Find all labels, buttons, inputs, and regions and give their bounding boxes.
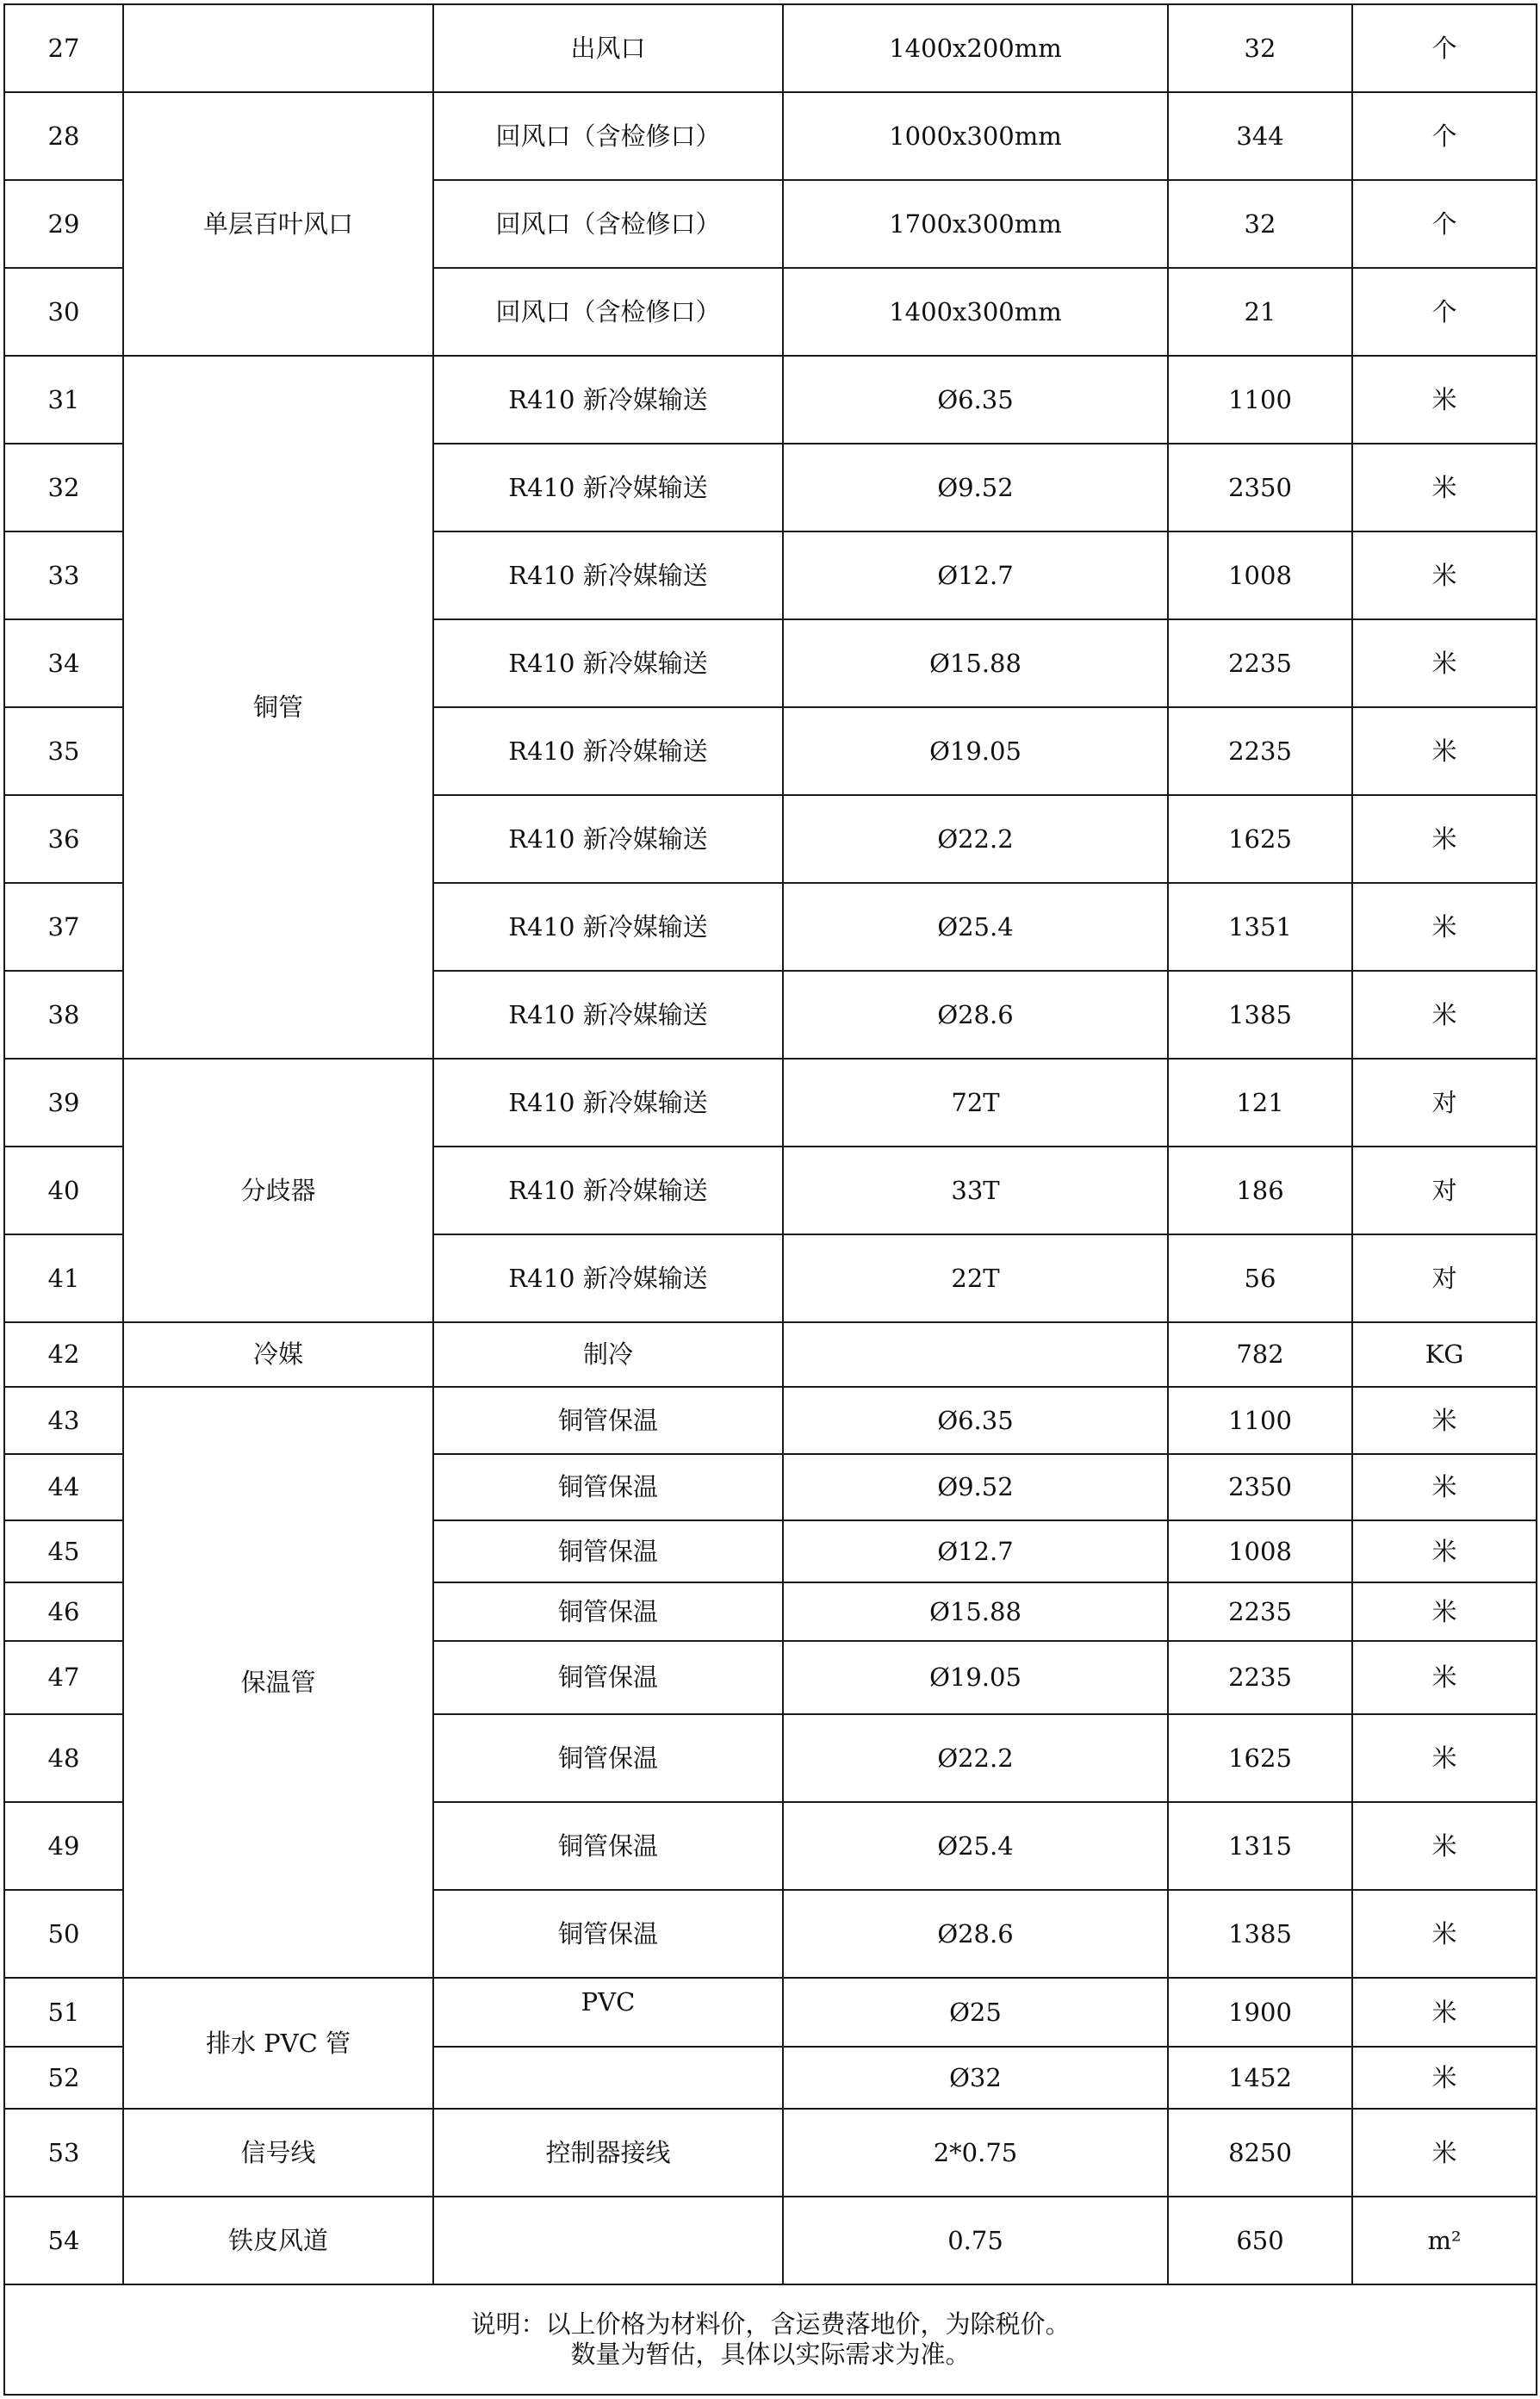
row-number: 49	[4, 1802, 123, 1890]
item-name-cell: 铜管保温	[433, 1890, 783, 1978]
row-number: 34	[4, 619, 123, 707]
row-number: 29	[4, 180, 123, 268]
row-number: 45	[4, 1520, 123, 1582]
spec-cell: 33T	[783, 1147, 1168, 1234]
item-name-cell: PVC	[433, 1978, 783, 2047]
unit-cell: 米	[1352, 1802, 1537, 1890]
unit-cell: 米	[1352, 2047, 1537, 2109]
item-name-cell	[433, 2047, 783, 2109]
unit-cell: 米	[1352, 356, 1537, 444]
item-name-cell: R410 新冷媒输送	[433, 1147, 783, 1234]
quantity-cell: 2350	[1168, 1454, 1352, 1520]
spec-cell: Ø25.4	[783, 883, 1168, 971]
spec-cell: Ø12.7	[783, 531, 1168, 619]
note-row	[4, 2284, 1537, 2395]
category-cell: 铁皮风道	[123, 2197, 433, 2284]
item-name-cell: 回风口（含检修口）	[433, 92, 783, 180]
unit-cell: 个	[1352, 268, 1537, 356]
table-row	[4, 1322, 1537, 1387]
item-name-cell: R410 新冷媒输送	[433, 971, 783, 1059]
spec-cell	[783, 1322, 1168, 1387]
item-name-cell: 铜管保温	[433, 1582, 783, 1641]
item-name-cell: R410 新冷媒输送	[433, 531, 783, 619]
unit-cell: 米	[1352, 1641, 1537, 1714]
table-row	[4, 2109, 1537, 2197]
quantity-cell: 1625	[1168, 795, 1352, 883]
unit-cell: 米	[1352, 531, 1537, 619]
row-number: 27	[4, 4, 123, 92]
quantity-cell: 121	[1168, 1059, 1352, 1147]
item-name-cell: 控制器接线	[433, 2109, 783, 2197]
note-line-1: 说明：以上价格为材料价，含运费落地价，为除税价。	[470, 2309, 1071, 2340]
item-name-cell: R410 新冷媒输送	[433, 444, 783, 531]
row-number: 38	[4, 971, 123, 1059]
spec-cell: Ø28.6	[783, 971, 1168, 1059]
spec-cell: 1400x300mm	[783, 268, 1168, 356]
category-cell: 冷媒	[123, 1322, 433, 1387]
item-name-cell: R410 新冷媒输送	[433, 1059, 783, 1147]
item-name-cell: 铜管保温	[433, 1387, 783, 1454]
quantity-cell: 1315	[1168, 1802, 1352, 1890]
spec-cell: Ø32	[783, 2047, 1168, 2109]
category-cell: 信号线	[123, 2109, 433, 2197]
unit-cell: 米	[1352, 971, 1537, 1059]
spec-cell: 1400x200mm	[783, 4, 1168, 92]
unit-cell: 米	[1352, 1978, 1537, 2047]
item-name-cell: 回风口（含检修口）	[433, 268, 783, 356]
item-name-cell: 制冷	[433, 1322, 783, 1387]
item-name-cell: 回风口（含检修口）	[433, 180, 783, 268]
item-name-cell: R410 新冷媒输送	[433, 619, 783, 707]
quantity-cell: 2350	[1168, 444, 1352, 531]
row-number: 41	[4, 1234, 123, 1322]
unit-cell: 米	[1352, 1582, 1537, 1641]
row-number: 50	[4, 1890, 123, 1978]
unit-cell: 对	[1352, 1147, 1537, 1234]
row-number: 46	[4, 1582, 123, 1641]
spec-cell: Ø25.4	[783, 1802, 1168, 1890]
category-cell: 单层百叶风口	[123, 92, 433, 356]
item-name-cell: R410 新冷媒输送	[433, 1234, 783, 1322]
row-number: 28	[4, 92, 123, 180]
unit-cell: 米	[1352, 795, 1537, 883]
table-row	[4, 1387, 1537, 1454]
quantity-cell: 186	[1168, 1147, 1352, 1234]
row-number: 54	[4, 2197, 123, 2284]
row-number: 39	[4, 1059, 123, 1147]
quantity-cell: 1385	[1168, 1890, 1352, 1978]
quantity-cell: 32	[1168, 4, 1352, 92]
quantity-cell: 1625	[1168, 1714, 1352, 1802]
row-number: 36	[4, 795, 123, 883]
spec-cell: Ø9.52	[783, 444, 1168, 531]
category-cell: 保温管	[123, 1387, 433, 1978]
spec-cell: Ø6.35	[783, 356, 1168, 444]
quantity-cell: 32	[1168, 180, 1352, 268]
spec-cell: Ø22.2	[783, 1714, 1168, 1802]
row-number: 43	[4, 1387, 123, 1454]
row-number: 48	[4, 1714, 123, 1802]
spec-cell: 1700x300mm	[783, 180, 1168, 268]
item-name-cell: 铜管保温	[433, 1641, 783, 1714]
quantity-cell: 782	[1168, 1322, 1352, 1387]
table-row	[4, 1978, 1537, 2047]
note-cell	[4, 2284, 1537, 2395]
spec-cell: Ø19.05	[783, 1641, 1168, 1714]
unit-cell: 对	[1352, 1059, 1537, 1147]
spec-cell: Ø12.7	[783, 1520, 1168, 1582]
category-cell	[123, 4, 433, 92]
unit-cell: 米	[1352, 1890, 1537, 1978]
quantity-cell: 1385	[1168, 971, 1352, 1059]
item-name-cell: R410 新冷媒输送	[433, 707, 783, 795]
quantity-cell: 1452	[1168, 2047, 1352, 2109]
unit-cell: 米	[1352, 707, 1537, 795]
spec-cell: 22T	[783, 1234, 1168, 1322]
row-number: 44	[4, 1454, 123, 1520]
unit-cell: 米	[1352, 883, 1537, 971]
row-number: 30	[4, 268, 123, 356]
unit-cell: 对	[1352, 1234, 1537, 1322]
spec-cell: Ø28.6	[783, 1890, 1168, 1978]
quantity-cell: 2235	[1168, 1582, 1352, 1641]
category-cell: 排水 PVC 管	[123, 1978, 433, 2109]
category-cell: 分歧器	[123, 1059, 433, 1322]
quantity-cell: 8250	[1168, 2109, 1352, 2197]
spec-cell: Ø9.52	[783, 1454, 1168, 1520]
row-number: 32	[4, 444, 123, 531]
unit-cell: 米	[1352, 1520, 1537, 1582]
unit-cell: 米	[1352, 1714, 1537, 1802]
unit-cell: KG	[1352, 1322, 1537, 1387]
quantity-cell: 344	[1168, 92, 1352, 180]
unit-cell: 米	[1352, 1387, 1537, 1454]
quantity-cell: 1100	[1168, 1387, 1352, 1454]
row-number: 40	[4, 1147, 123, 1234]
unit-cell: 个	[1352, 4, 1537, 92]
table-row	[4, 2197, 1537, 2284]
quantity-cell: 650	[1168, 2197, 1352, 2284]
unit-cell: 米	[1352, 1454, 1537, 1520]
row-number: 31	[4, 356, 123, 444]
item-name-cell: R410 新冷媒输送	[433, 883, 783, 971]
unit-cell: 米	[1352, 2109, 1537, 2197]
item-name-cell	[433, 2197, 783, 2284]
materials-table	[3, 3, 1537, 2396]
spec-cell: 72T	[783, 1059, 1168, 1147]
quantity-cell: 1100	[1168, 356, 1352, 444]
spec-cell: Ø19.05	[783, 707, 1168, 795]
spec-cell: Ø15.88	[783, 619, 1168, 707]
quantity-cell: 1008	[1168, 531, 1352, 619]
item-name-cell: 铜管保温	[433, 1520, 783, 1582]
unit-cell: m²	[1352, 2197, 1537, 2284]
row-number: 47	[4, 1641, 123, 1714]
spec-cell: Ø6.35	[783, 1387, 1168, 1454]
table-row	[4, 356, 1537, 444]
quantity-cell: 2235	[1168, 707, 1352, 795]
item-name-cell: 铜管保温	[433, 1714, 783, 1802]
row-number: 37	[4, 883, 123, 971]
row-number: 52	[4, 2047, 123, 2109]
row-number: 35	[4, 707, 123, 795]
item-name-cell: 铜管保温	[433, 1802, 783, 1890]
row-number: 42	[4, 1322, 123, 1387]
quantity-cell: 2235	[1168, 1641, 1352, 1714]
quantity-cell: 2235	[1168, 619, 1352, 707]
quantity-cell: 1351	[1168, 883, 1352, 971]
row-number: 53	[4, 2109, 123, 2197]
quantity-cell: 1900	[1168, 1978, 1352, 2047]
spec-cell: Ø22.2	[783, 795, 1168, 883]
note-line-2: 数量为暂估，具体以实际需求为准。	[570, 2340, 971, 2369]
unit-cell: 个	[1352, 180, 1537, 268]
unit-cell: 个	[1352, 92, 1537, 180]
row-number: 33	[4, 531, 123, 619]
spec-cell: Ø25	[783, 1978, 1168, 2047]
quantity-cell: 21	[1168, 268, 1352, 356]
table-row	[4, 1059, 1537, 1147]
unit-cell: 米	[1352, 619, 1537, 707]
spec-cell: Ø15.88	[783, 1582, 1168, 1641]
row-number: 51	[4, 1978, 123, 2047]
quantity-cell: 56	[1168, 1234, 1352, 1322]
table-row	[4, 4, 1537, 92]
category-cell: 铜管	[123, 356, 433, 1059]
item-name-cell: R410 新冷媒输送	[433, 795, 783, 883]
item-name-cell: 出风口	[433, 4, 783, 92]
spec-cell: 2*0.75	[783, 2109, 1168, 2197]
item-name-cell: R410 新冷媒输送	[433, 356, 783, 444]
spec-cell: 0.75	[783, 2197, 1168, 2284]
item-name-cell: 铜管保温	[433, 1454, 783, 1520]
unit-cell: 米	[1352, 444, 1537, 531]
quantity-cell: 1008	[1168, 1520, 1352, 1582]
table-row	[4, 92, 1537, 180]
spec-cell: 1000x300mm	[783, 92, 1168, 180]
